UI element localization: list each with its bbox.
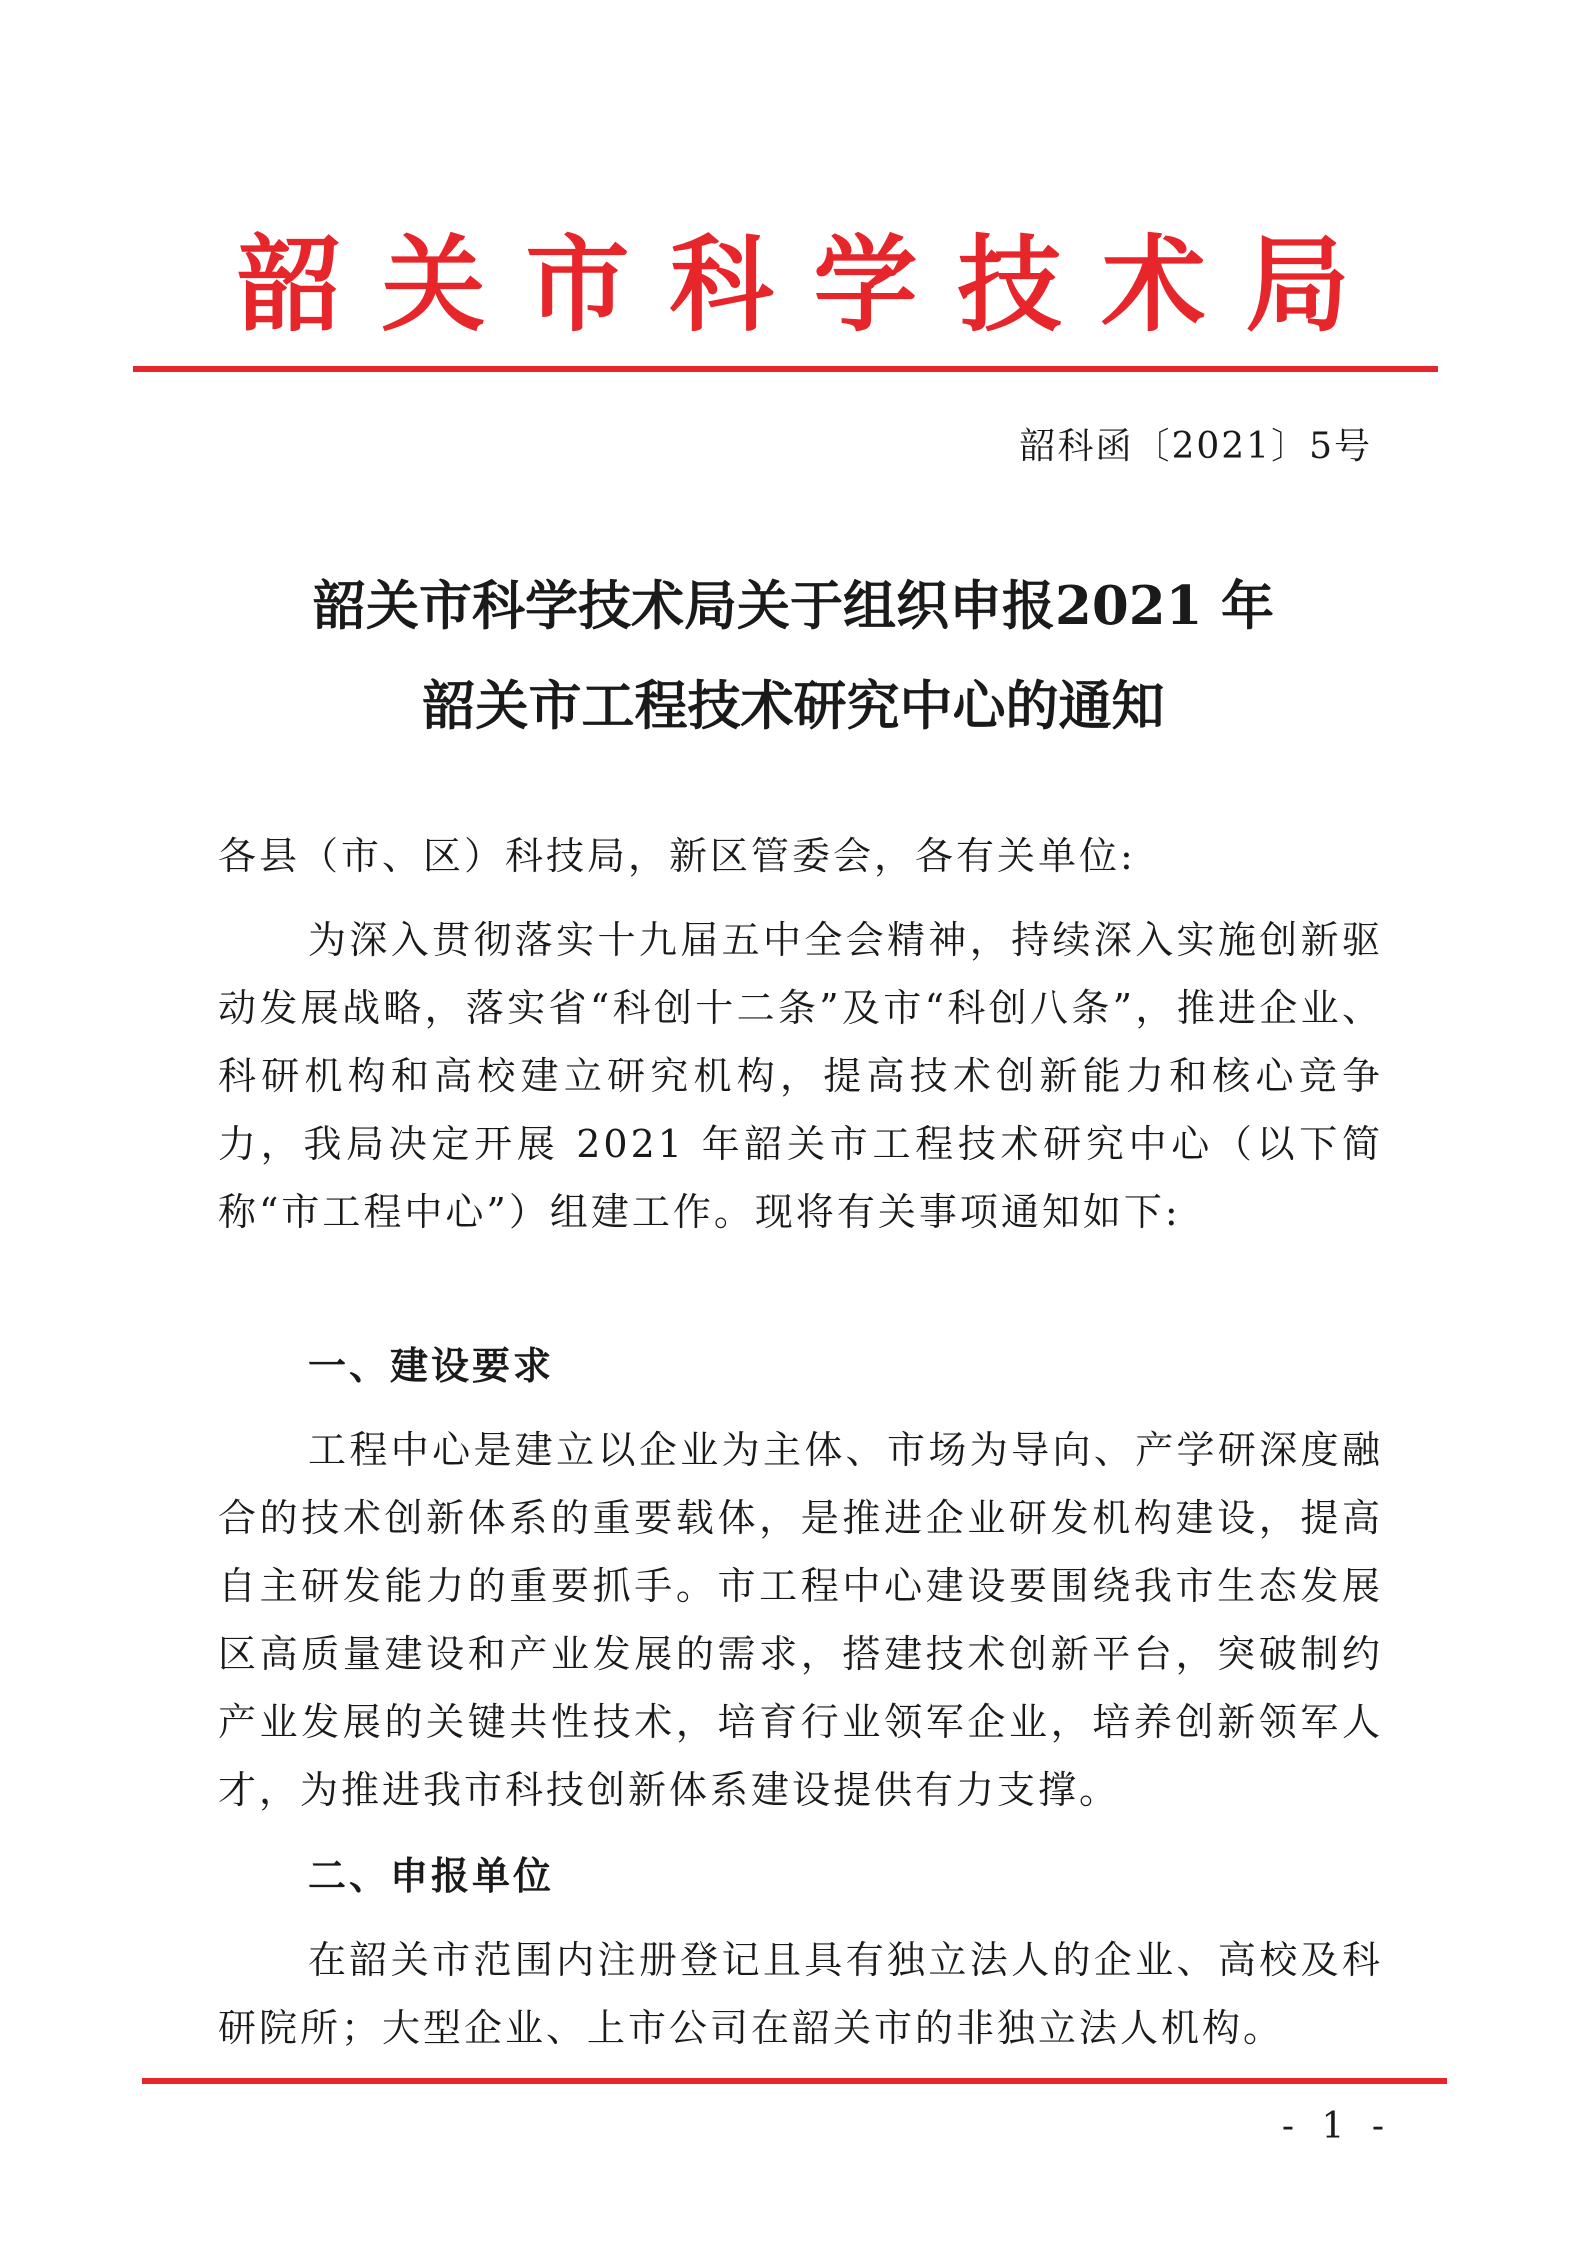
document-title (150, 556, 1437, 756)
masthead-title: 韶关市科学技术局 (237, 224, 1390, 346)
red-divider-bottom (142, 2078, 1447, 2084)
document-title-line-1: 韶关市科学技术局关于组织申报2021 年 (313, 575, 1274, 637)
red-divider-top (133, 366, 1438, 372)
section-heading-applicants: 二、申报单位 (308, 1854, 555, 1898)
section-heading-construction: 一、建设要求 (308, 1344, 555, 1388)
applicants-paragraph: 在韶关市范围内注册登记且具有独立法人的企业、高校及科研院所；大型企业、上市公司在韶关市的非独立法人机构。 (218, 1938, 1383, 2050)
page-number: - 1 - (1281, 2106, 1392, 2147)
intro-paragraph: 为深入贯彻落实十九届五中全会精神，持续深入实施创新驱动发展战略，落实省“科创十二条”及市“科创八条”，推进企业、科研机构和高校建立研究机构，提高技术创新能力和核心竞争力，我局决定开展 2021 年韶关市工程技术研究中心（以下简称“市工程中心”）组建工作。现将有关事项通知如下: (218, 918, 1383, 1234)
salutation: 各县（市、区）科技局，新区管委会，各有关单位: (218, 834, 1136, 878)
document-title-line-2: 韶关市工程技术研究中心的通知 (422, 675, 1165, 737)
document-number: 韶科函〔2021〕5号 (1019, 426, 1372, 467)
construction-paragraph: 工程中心是建立以企业为主体、市场为导向、产学研深度融合的技术创新体系的重要载体，是推进企业研发机构建设，提高自主研发能力的重要抓手。市工程中心建设要围绕我市生态发展区高质量建设和产业发展的需求，搭建技术创新平台，突破制约产业发展的关键共性技术，培育行业领军企业，培养创新领军人才，为推进我市科技创新体系建设提供有力支撑。 (218, 1428, 1383, 1812)
